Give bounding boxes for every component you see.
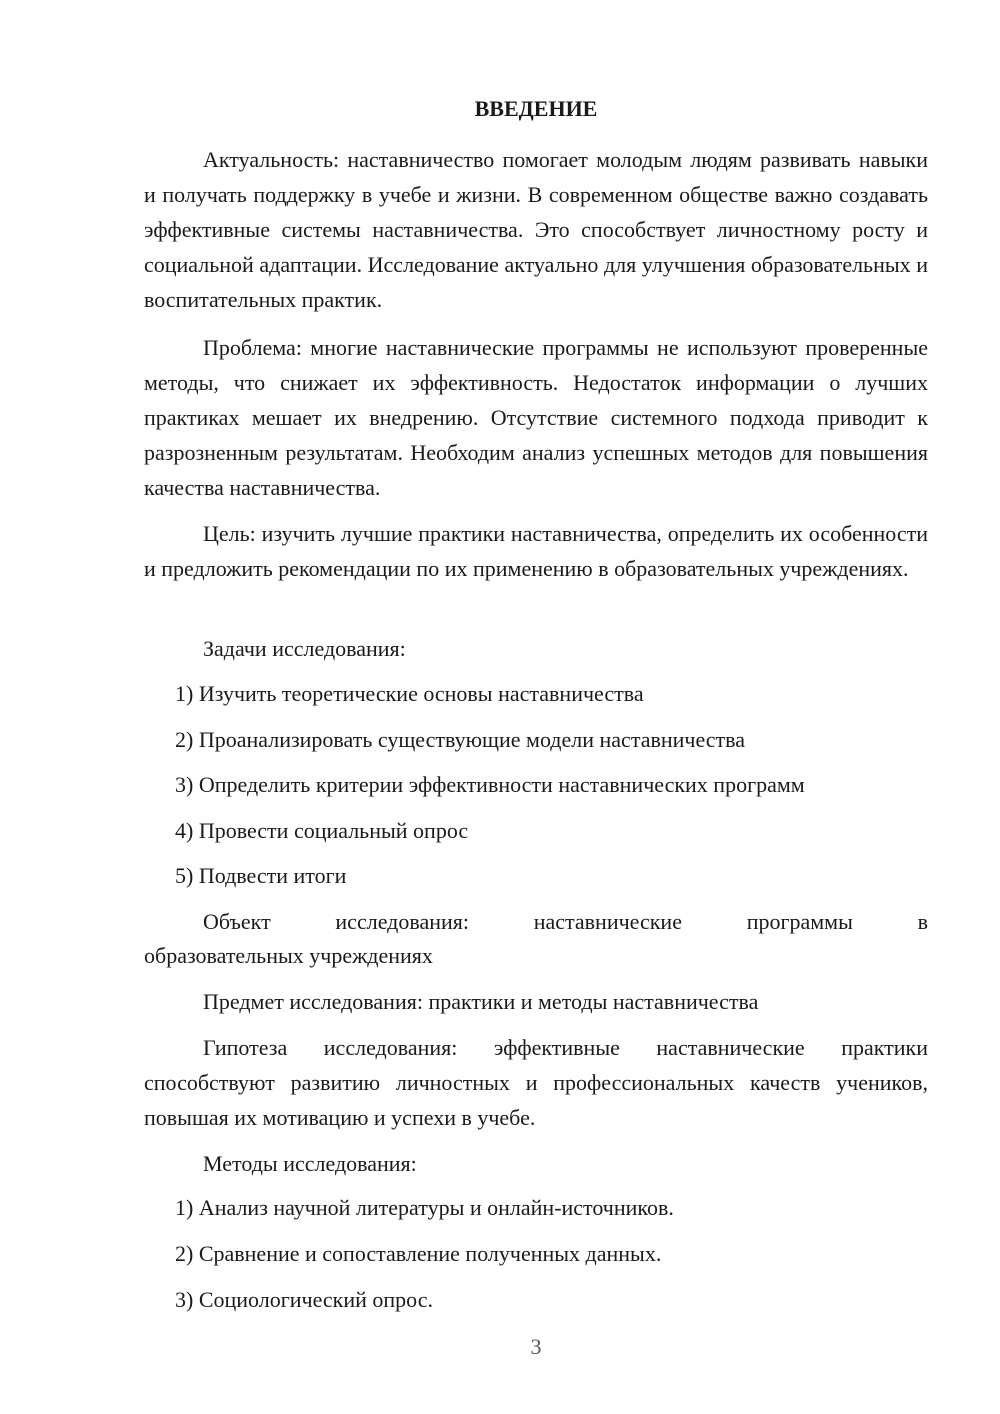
object-word: в xyxy=(917,909,928,934)
object-continuation: образовательных учреждениях xyxy=(144,943,433,968)
object-line xyxy=(203,909,928,935)
task-item: 5) Подвести итоги xyxy=(175,863,347,888)
tasks-heading: Задачи исследования: xyxy=(203,636,406,661)
page-number: 3 xyxy=(530,1334,542,1359)
subject-line: Предмет исследования: практики и методы наставничества xyxy=(203,989,759,1014)
object-word: программы xyxy=(746,909,853,934)
method-item: 2) Сравнение и сопоставление полученных данных. xyxy=(175,1241,662,1266)
object-word: Объект xyxy=(203,909,271,934)
goal-paragraph: Цель: изучить лучшие практики наставничества, определить их особенности и предложить рекомендации по их применению в образовательных учреждениях. xyxy=(144,521,928,581)
method-item: 1) Анализ научной литературы и онлайн-источников. xyxy=(175,1195,674,1220)
task-item: 2) Проанализировать существующие модели наставничества xyxy=(175,727,746,752)
object-word: наставнические xyxy=(533,909,682,934)
hypothesis-paragraph: Гипотеза исследования: эффективные наставнические практики способствуют развитию личностных и профессиональных качеств учеников, повышая их мотивацию и успехи в учебе. xyxy=(144,1035,928,1130)
task-item: 4) Провести социальный опрос xyxy=(175,818,469,843)
page-title: ВВЕДЕНИЕ xyxy=(474,96,598,121)
methods-heading: Методы исследования: xyxy=(203,1151,417,1176)
problem-paragraph: Проблема: многие наставнические программы не используют проверенные методы, что снижает их эффективность. Недостаток информации о лучших практиках мешает их внедрению. Отсутствие системного подхода приводит к разрозненным результатам. Необходим анализ успешных методов для повышения качества наставничества. xyxy=(144,335,928,500)
task-item: 1) Изучить теоретические основы наставничества xyxy=(175,681,644,706)
object-word: исследования: xyxy=(335,909,469,934)
method-item: 3) Социологический опрос. xyxy=(175,1287,433,1312)
task-item: 3) Определить критерии эффективности наставнических программ xyxy=(175,772,805,797)
relevance-paragraph: Актуальность: наставничество помогает молодым людям развивать навыки и получать поддержку в учебе и жизни. В современном обществе важно создавать эффективные системы наставничества. Это способствует личностному росту и социальной адаптации. Исследование актуально для улучшения образовательных и воспитательных практик. xyxy=(144,147,928,312)
